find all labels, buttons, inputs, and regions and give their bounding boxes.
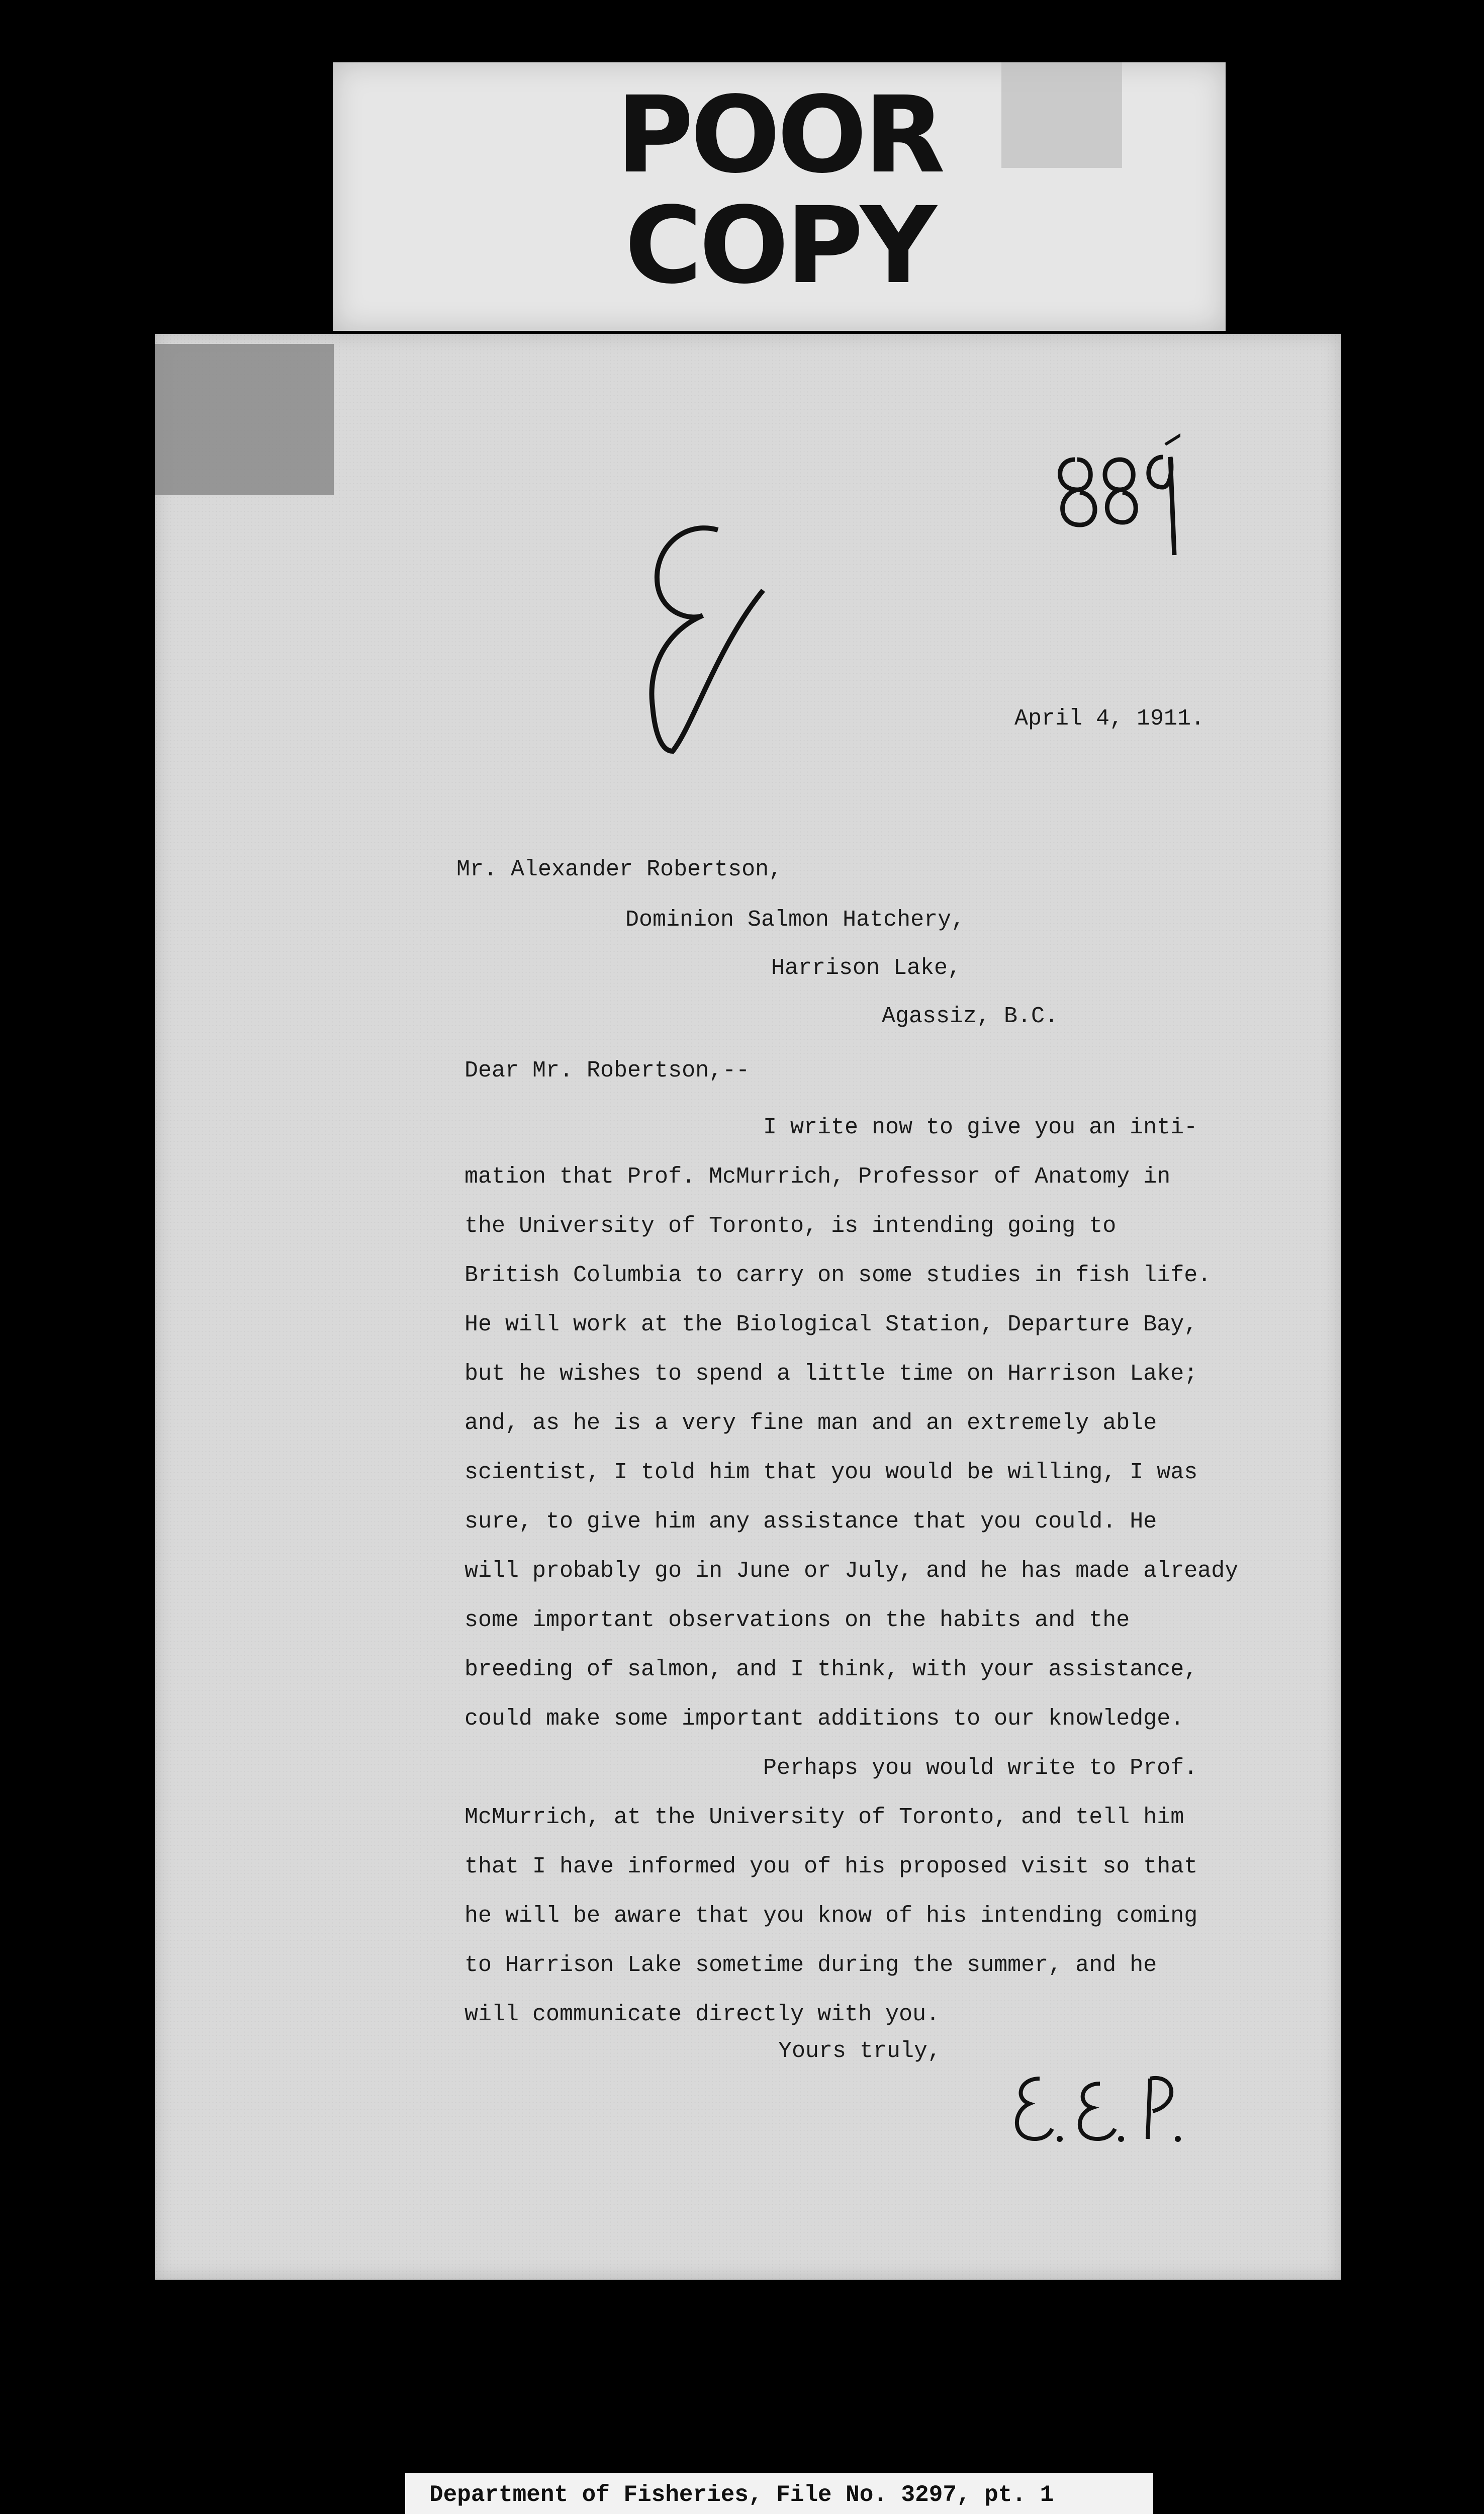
- poor-copy-line-2: COPY: [624, 184, 934, 307]
- file-label: Department of Fisheries, File No. 3297, pt. 1: [405, 2473, 1153, 2514]
- body-line: he will be aware that you know of his intending coming: [465, 1903, 1198, 1929]
- body-line: I write now to give you an inti-: [763, 1115, 1198, 1140]
- handwritten-file-number: [1050, 429, 1180, 563]
- body-line: Perhaps you would write to Prof.: [763, 1755, 1198, 1781]
- body-line: could make some important additions to our knowledge.: [465, 1706, 1184, 1732]
- address-line-3: Harrison Lake,: [771, 955, 962, 981]
- body-line: will communicate directly with you.: [465, 2002, 940, 2027]
- letter-body: [465, 1103, 1238, 2039]
- body-line: He will work at the Biological Station, Departure Bay,: [465, 1312, 1198, 1337]
- body-line: scientist, I told him that you would be willing, I was: [465, 1460, 1198, 1485]
- body-line: mation that Prof. McMurrich, Professor of Anatomy in: [465, 1164, 1171, 1190]
- poor-copy-line-1: POOR: [616, 73, 943, 197]
- card-smudge: [1001, 62, 1122, 168]
- mounting-corner: [155, 344, 334, 495]
- body-line: and, as he is a very fine man and an extremely able: [465, 1410, 1157, 1436]
- handwritten-signature: [1004, 2063, 1195, 2157]
- body-line: to Harrison Lake sometime during the summer, and he: [465, 1952, 1157, 1978]
- handwritten-marginal-mark: [617, 515, 778, 779]
- letter-date: April 4, 1911.: [1014, 706, 1205, 732]
- closing: Yours truly,: [778, 2038, 942, 2064]
- salutation: Dear Mr. Robertson,--: [465, 1058, 750, 1084]
- body-line: will probably go in June or July, and he has made already: [465, 1558, 1239, 1584]
- body-line: breeding of salmon, and I think, with your assistance,: [465, 1657, 1198, 1682]
- poor-copy-card: [333, 62, 1226, 331]
- body-line: McMurrich, at the University of Toronto, and tell him: [465, 1805, 1184, 1830]
- address-line-4: Agassiz, B.C.: [882, 1004, 1059, 1029]
- body-line: that I have informed you of his proposed visit so that: [465, 1854, 1198, 1879]
- letter-page: [155, 334, 1341, 2280]
- address-line-2: Dominion Salmon Hatchery,: [625, 907, 965, 933]
- body-line: sure, to give him any assistance that you could. He: [465, 1509, 1157, 1535]
- body-line: but he wishes to spend a little time on Harrison Lake;: [465, 1361, 1198, 1387]
- body-line: some important observations on the habits and the: [465, 1607, 1130, 1633]
- body-line: British Columbia to carry on some studies in fish life.: [465, 1263, 1212, 1288]
- body-line: the University of Toronto, is intending going to: [465, 1213, 1117, 1239]
- address-line-1: Mr. Alexander Robertson,: [456, 857, 783, 882]
